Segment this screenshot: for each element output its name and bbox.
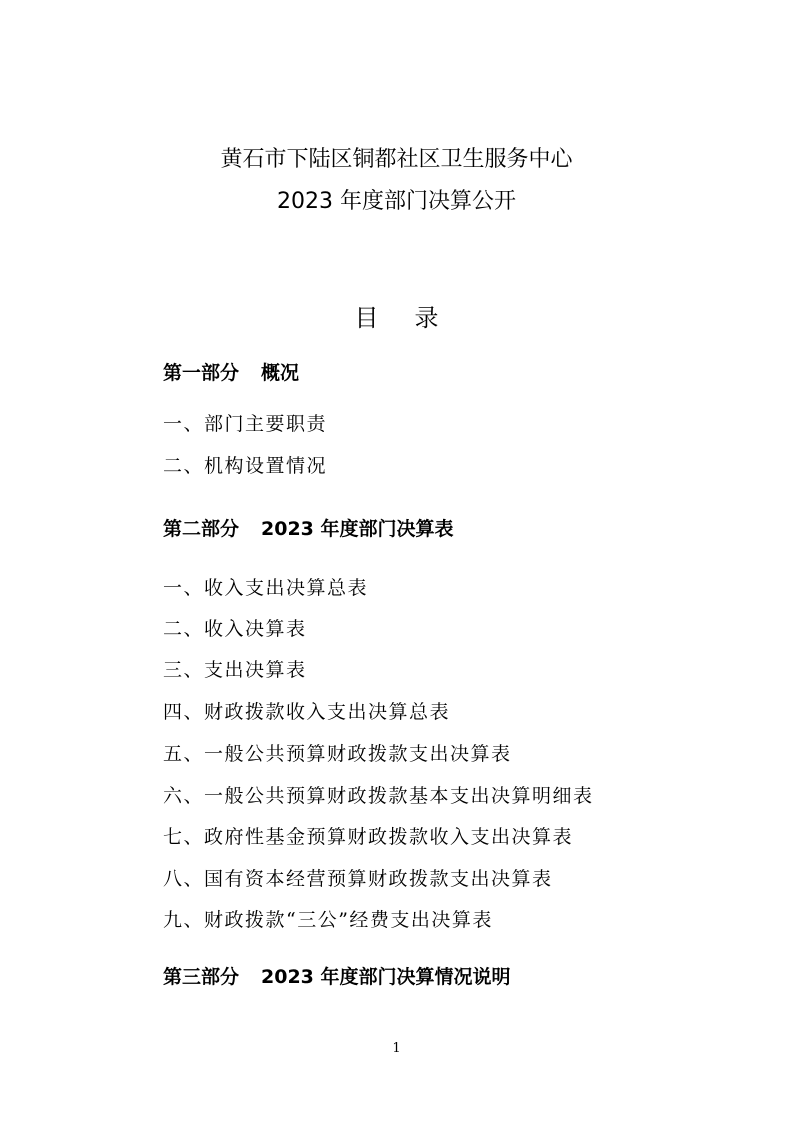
toc-part-3-heading bbox=[163, 964, 511, 990]
toc-item: 四、财政拨款收入支出决算总表 bbox=[163, 701, 451, 723]
toc-item: 一、部门主要职责 bbox=[163, 413, 328, 435]
toc-item: 一、收入支出决算总表 bbox=[163, 577, 369, 599]
toc-item: 七、政府性基金预算财政拨款收入支出决算表 bbox=[163, 826, 574, 848]
toc-heading: 目录 bbox=[354, 304, 475, 332]
toc-part-1-label: 第一部分 bbox=[163, 362, 240, 384]
toc-part-1-title: 概况 bbox=[261, 362, 300, 384]
toc-item: 九、财政拨款“三公”经费支出决算表 bbox=[163, 909, 493, 931]
toc-part-1-heading bbox=[163, 360, 299, 386]
toc-item: 五、一般公共预算财政拨款支出决算表 bbox=[163, 743, 512, 765]
toc-part-2-title: 2023 年度部门决算表 bbox=[261, 518, 454, 540]
document-title-line-2: 2023 年度部门决算公开 bbox=[277, 189, 516, 214]
toc-item: 六、一般公共预算财政拨款基本支出决算明细表 bbox=[163, 785, 594, 807]
toc-part-2-heading bbox=[163, 516, 454, 542]
toc-part-2-label: 第二部分 bbox=[163, 518, 240, 540]
toc-part-3-title: 2023 年度部门决算情况说明 bbox=[261, 966, 511, 988]
toc-part-3-label: 第三部分 bbox=[163, 966, 240, 988]
toc-item: 二、机构设置情况 bbox=[163, 455, 328, 477]
document-title-line-1: 黄石市下陆区铜都社区卫生服务中心 bbox=[220, 147, 573, 172]
toc-item: 三、支出决算表 bbox=[163, 659, 307, 681]
page-number: 1 bbox=[392, 1041, 401, 1056]
toc-item: 八、国有资本经营预算财政拨款支出决算表 bbox=[163, 868, 553, 890]
toc-item: 二、收入决算表 bbox=[163, 618, 307, 640]
